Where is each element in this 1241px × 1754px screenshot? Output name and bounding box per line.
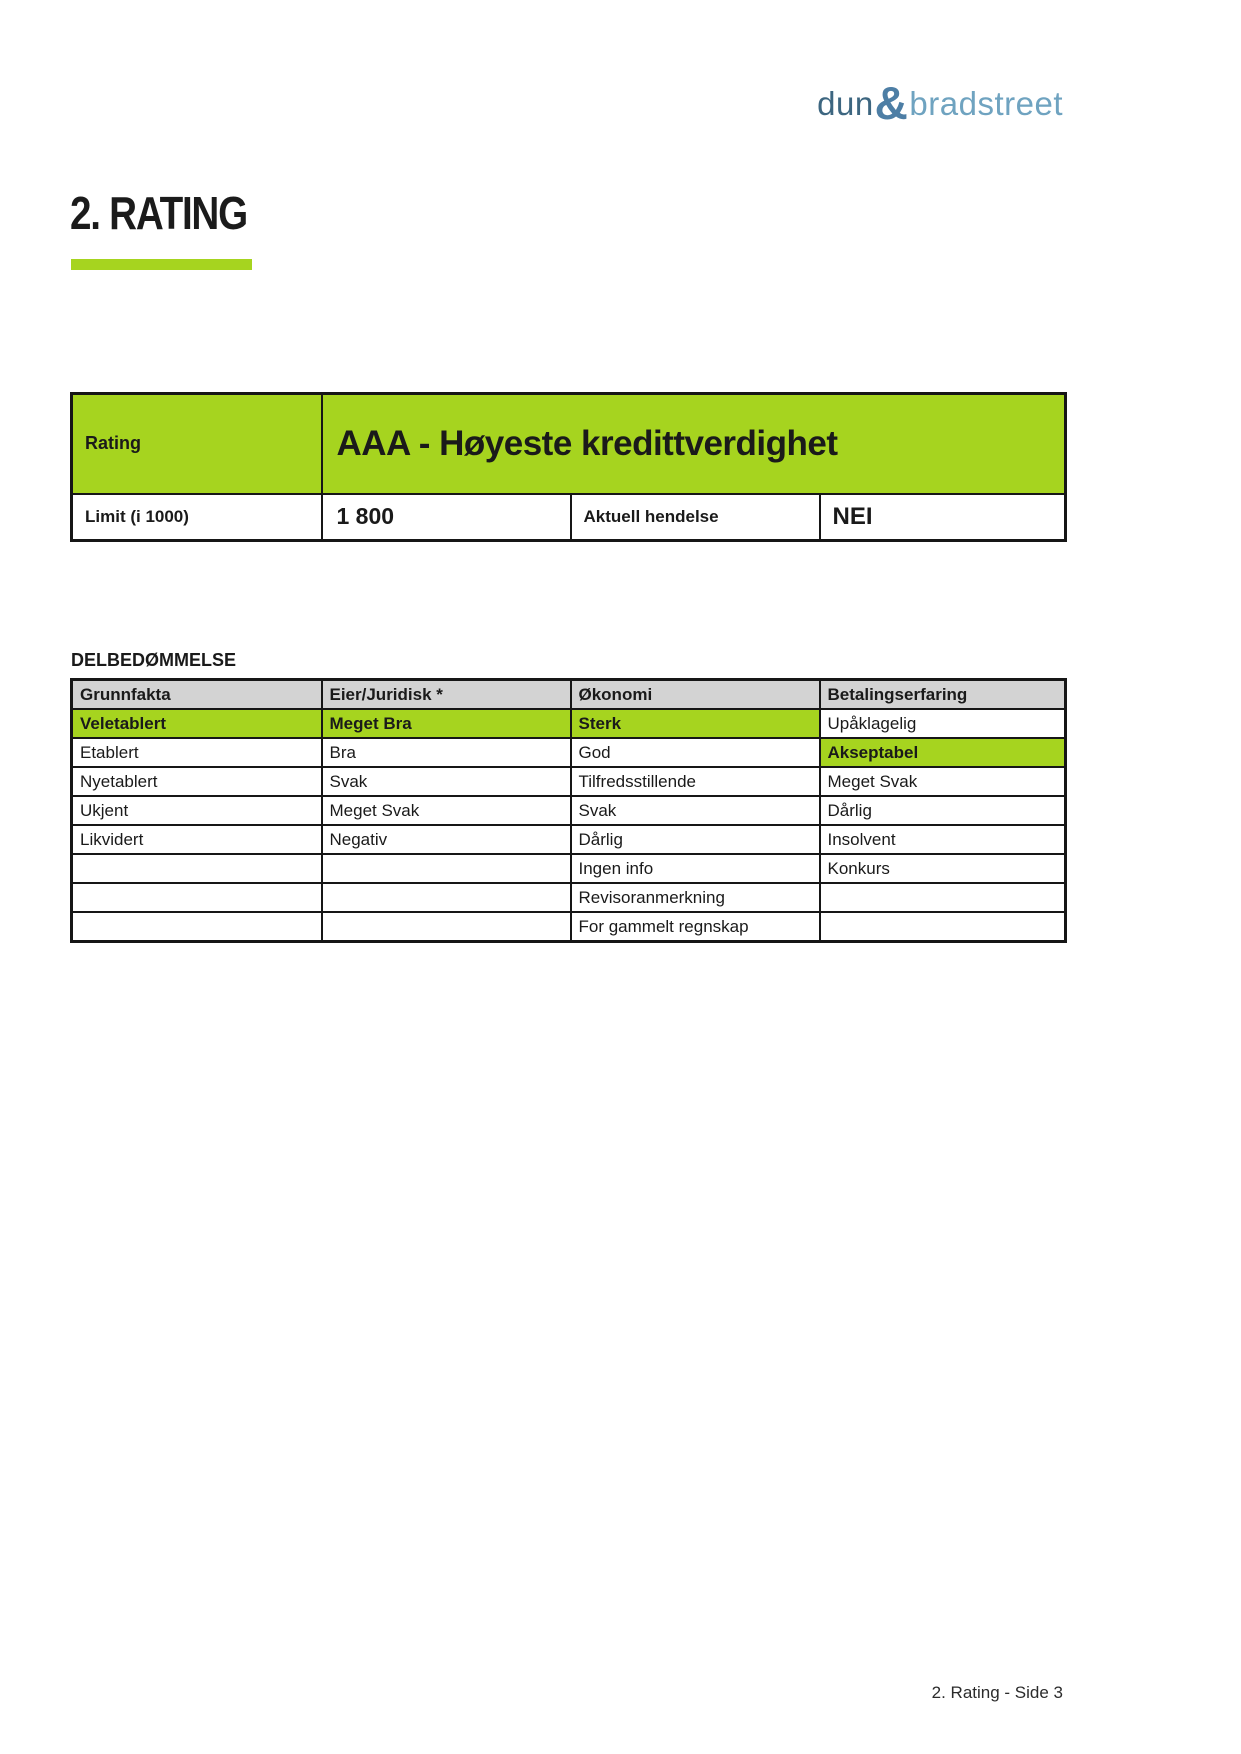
table-cell: Svak [571,796,820,825]
table-row [72,738,1066,767]
column-header-grunnfakta: Grunnfakta [72,680,322,710]
table-cell [72,883,322,912]
logo-text-bradstreet: bradstreet [909,85,1063,122]
table-cell: Meget Bra [322,709,571,738]
delbedommelse-table [70,678,1067,943]
table-cell: Svak [322,767,571,796]
page-footer: 2. Rating - Side 3 [931,1683,1063,1702]
table-cell [322,912,571,942]
table-row [72,883,1066,912]
table-cell: Negativ [322,825,571,854]
delbedommelse-table-body [72,709,1066,942]
ampersand-icon: & [874,77,909,129]
table-cell: For gammelt regnskap [571,912,820,942]
column-header-betalingserfaring: Betalingserfaring [820,680,1066,710]
table-cell [820,883,1066,912]
delbedommelse-title: DELBEDØMMELSE [71,650,237,670]
table-cell: Ukjent [72,796,322,825]
table-row [72,709,1066,738]
limit-label: Limit (i 1000) [72,494,322,541]
table-cell: God [571,738,820,767]
title-accent-bar [71,259,252,270]
delbedommelse-header-row [72,680,1066,710]
table-row [72,825,1066,854]
column-header-eier-juridisk: Eier/Juridisk * [322,680,571,710]
current-event-value: NEI [820,494,1066,541]
rating-value: AAA - Høyeste kredittverdighet [322,394,1066,494]
page-title: 2. RATING [70,187,247,239]
table-row [72,912,1066,942]
table-cell: Upåklagelig [820,709,1066,738]
table-cell [322,883,571,912]
dun-bradstreet-logo [817,76,1063,129]
table-cell: Ingen info [571,854,820,883]
table-cell: Dårlig [571,825,820,854]
table-cell: Sterk [571,709,820,738]
rating-table [70,392,1067,542]
logo-text-dun: dun [817,85,874,122]
table-cell: Akseptabel [820,738,1066,767]
table-cell: Tilfredsstillende [571,767,820,796]
table-cell: Bra [322,738,571,767]
table-cell: Meget Svak [322,796,571,825]
table-cell: Veletablert [72,709,322,738]
column-header-okonomi: Økonomi [571,680,820,710]
table-cell [820,912,1066,942]
table-row [72,796,1066,825]
rating-row [72,394,1066,494]
table-cell: Meget Svak [820,767,1066,796]
table-cell: Likvidert [72,825,322,854]
rating-label: Rating [72,394,322,494]
limit-row [72,494,1066,541]
table-cell [322,854,571,883]
table-cell [72,854,322,883]
limit-value: 1 800 [322,494,571,541]
table-cell: Dårlig [820,796,1066,825]
table-row [72,854,1066,883]
table-row [72,767,1066,796]
table-cell: Konkurs [820,854,1066,883]
current-event-label: Aktuell hendelse [571,494,820,541]
table-cell: Insolvent [820,825,1066,854]
table-cell: Etablert [72,738,322,767]
table-cell: Nyetablert [72,767,322,796]
table-cell: Revisoranmerkning [571,883,820,912]
table-cell [72,912,322,942]
